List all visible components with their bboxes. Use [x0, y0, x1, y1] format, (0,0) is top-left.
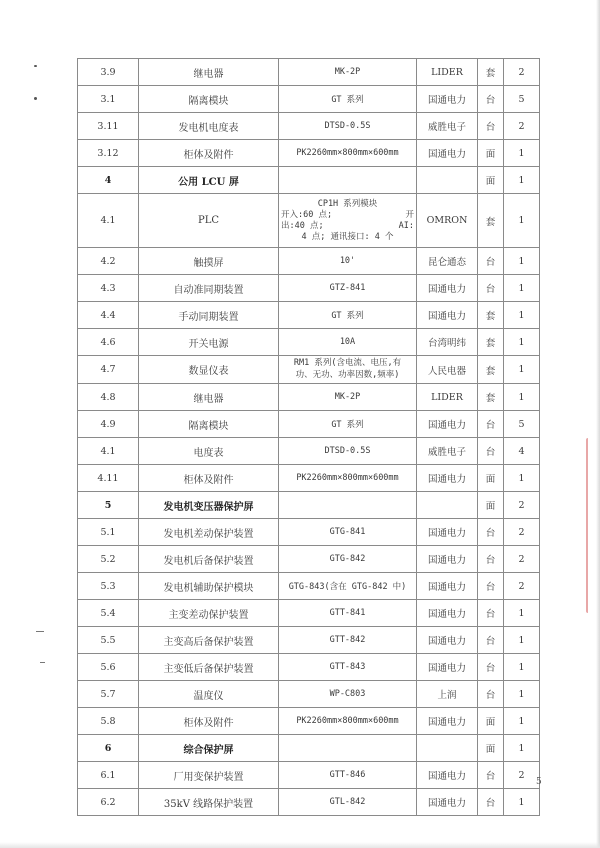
item-quantity: 1 [504, 681, 540, 708]
scan-edge-bottom [0, 842, 600, 848]
item-name: 隔离模块 [139, 86, 279, 113]
item-name: 数显仪表 [139, 356, 279, 384]
item-unit: 台 [478, 86, 504, 113]
item-model: GTG-842 [279, 546, 417, 573]
item-manufacturer: 国通电力 [417, 546, 478, 573]
seal-fragment [586, 438, 597, 613]
meter-spec-line: 功、无功、功率因数,频率) [295, 369, 400, 380]
item-quantity: 2 [504, 113, 540, 140]
item-number: 5.3 [78, 573, 139, 600]
item-model: GT 系列 [279, 86, 417, 113]
item-number: 3.9 [78, 59, 139, 86]
item-quantity: 1 [504, 384, 540, 411]
item-quantity: 1 [504, 735, 540, 762]
item-manufacturer: 国通电力 [417, 600, 478, 627]
item-unit: 台 [478, 762, 504, 789]
item-manufacturer: 台湾明纬 [417, 329, 478, 356]
item-model: DTSD-0.5S [279, 113, 417, 140]
item-unit: 面 [478, 492, 504, 519]
table-row [78, 573, 540, 600]
item-number: 5.8 [78, 708, 139, 735]
table-row [78, 113, 540, 140]
item-manufacturer: 上润 [417, 681, 478, 708]
table-row [78, 356, 540, 384]
item-manufacturer: 国通电力 [417, 302, 478, 329]
item-name: PLC [139, 194, 279, 248]
item-quantity: 1 [504, 465, 540, 492]
item-name: 公用 LCU 屏 [139, 167, 279, 194]
item-unit: 台 [478, 573, 504, 600]
item-number: 4.8 [78, 384, 139, 411]
item-number: 5.2 [78, 546, 139, 573]
item-unit: 台 [478, 438, 504, 465]
table-row [78, 59, 540, 86]
item-name: 发电机变压器保护屏 [139, 492, 279, 519]
item-manufacturer: 人民电器 [417, 356, 478, 384]
item-number: 4.9 [78, 411, 139, 438]
item-model [279, 492, 417, 519]
item-model: WP-C803 [279, 681, 417, 708]
item-unit: 面 [478, 465, 504, 492]
item-model: 10A [279, 329, 417, 356]
item-manufacturer [417, 735, 478, 762]
item-quantity: 5 [504, 411, 540, 438]
table-row [78, 762, 540, 789]
item-model: GTT-842 [279, 627, 417, 654]
item-unit: 面 [478, 735, 504, 762]
item-model: GTT-841 [279, 600, 417, 627]
item-name: 发电机差动保护装置 [139, 519, 279, 546]
item-manufacturer: LIDER [417, 384, 478, 411]
item-model: GTZ-841 [279, 275, 417, 302]
item-model: GTT-846 [279, 762, 417, 789]
item-unit: 台 [478, 411, 504, 438]
plc-spec-line [281, 221, 414, 232]
item-number: 6 [78, 735, 139, 762]
item-manufacturer: OMRON [417, 194, 478, 248]
item-number: 4 [78, 167, 139, 194]
equipment-table [77, 58, 540, 816]
item-quantity: 1 [504, 248, 540, 275]
page-number: 5 [536, 777, 542, 787]
item-manufacturer [417, 167, 478, 194]
table-row [78, 86, 540, 113]
table-row [78, 735, 540, 762]
item-quantity: 1 [504, 600, 540, 627]
item-name: 发电机电度表 [139, 113, 279, 140]
item-name: 触摸屏 [139, 248, 279, 275]
item-number: 4.7 [78, 356, 139, 384]
plc-spec-line: CP1H 系列模块 [317, 198, 378, 209]
item-number: 4.11 [78, 465, 139, 492]
table-row [78, 167, 540, 194]
item-quantity: 2 [504, 492, 540, 519]
item-quantity: 1 [504, 627, 540, 654]
item-model: GTT-843 [279, 654, 417, 681]
table-row [78, 546, 540, 573]
item-manufacturer: 威胜电子 [417, 113, 478, 140]
table-row [78, 438, 540, 465]
table-row [78, 519, 540, 546]
item-name: 主变高后备保护装置 [139, 627, 279, 654]
plc-spec-line: 4 点; 通讯接口: 4 个 [301, 231, 394, 242]
table-row [78, 411, 540, 438]
item-model: PK2260mm×800mm×600mm [279, 465, 417, 492]
item-unit: 台 [478, 113, 504, 140]
item-name: 手动同期装置 [139, 302, 279, 329]
plc-spec-part: 开入:60 点; [281, 209, 333, 220]
item-name: 发电机辅助保护模块 [139, 573, 279, 600]
plc-model-spec [281, 199, 414, 243]
plc-spec-part: 开 [405, 209, 414, 220]
item-quantity: 1 [504, 708, 540, 735]
item-number: 6.1 [78, 762, 139, 789]
item-quantity: 2 [504, 519, 540, 546]
item-quantity: 5 [504, 86, 540, 113]
table-row [78, 302, 540, 329]
item-name: 厂用变保护装置 [139, 762, 279, 789]
scan-speck [34, 97, 37, 100]
item-quantity: 2 [504, 546, 540, 573]
item-name: 35kV 线路保护装置 [139, 789, 279, 816]
item-unit: 套 [478, 329, 504, 356]
item-unit: 套 [478, 356, 504, 384]
table-row [78, 654, 540, 681]
item-quantity: 1 [504, 167, 540, 194]
item-quantity: 2 [504, 762, 540, 789]
item-model: GTG-841 [279, 519, 417, 546]
item-unit: 台 [478, 654, 504, 681]
item-quantity: 1 [504, 329, 540, 356]
item-model: GT 系列 [279, 411, 417, 438]
item-quantity: 1 [504, 275, 540, 302]
table-row [78, 194, 540, 248]
plc-spec-part: AI: [398, 220, 414, 231]
item-manufacturer: 国通电力 [417, 627, 478, 654]
item-number: 6.2 [78, 789, 139, 816]
item-number: 3.11 [78, 113, 139, 140]
item-name: 自动准同期装置 [139, 275, 279, 302]
item-name: 隔离模块 [139, 411, 279, 438]
item-unit: 套 [478, 194, 504, 248]
item-name: 继电器 [139, 384, 279, 411]
item-name: 柜体及附件 [139, 465, 279, 492]
item-unit: 台 [478, 519, 504, 546]
table-row [78, 681, 540, 708]
item-name: 温度仪 [139, 681, 279, 708]
item-model: GTG-843(含在 GTG-842 中) [279, 573, 417, 600]
scan-mark [40, 662, 45, 663]
item-name: 柜体及附件 [139, 708, 279, 735]
item-name: 主变低后备保护装置 [139, 654, 279, 681]
item-number: 3.12 [78, 140, 139, 167]
item-number: 5.5 [78, 627, 139, 654]
item-number: 4.4 [78, 302, 139, 329]
item-number: 4.2 [78, 248, 139, 275]
item-model [279, 735, 417, 762]
item-manufacturer: 国通电力 [417, 140, 478, 167]
item-number: 4.3 [78, 275, 139, 302]
item-number: 4.1 [78, 438, 139, 465]
item-model: GT 系列 [279, 302, 417, 329]
item-quantity: 1 [504, 654, 540, 681]
table-row [78, 384, 540, 411]
item-unit: 面 [478, 140, 504, 167]
item-unit: 面 [478, 708, 504, 735]
item-quantity: 1 [504, 302, 540, 329]
table-row [78, 492, 540, 519]
item-name: 电度表 [139, 438, 279, 465]
item-number: 5.7 [78, 681, 139, 708]
item-manufacturer: 昆仑通态 [417, 248, 478, 275]
item-manufacturer: 国通电力 [417, 465, 478, 492]
scan-mark [36, 631, 44, 632]
item-name: 继电器 [139, 59, 279, 86]
item-model: PK2260mm×800mm×600mm [279, 708, 417, 735]
item-manufacturer: 国通电力 [417, 86, 478, 113]
item-number: 5.6 [78, 654, 139, 681]
plc-spec-part: 出:40 点; [281, 220, 324, 231]
item-number: 4.1 [78, 194, 139, 248]
item-quantity: 2 [504, 59, 540, 86]
table-row [78, 708, 540, 735]
table-row [78, 329, 540, 356]
item-name: 开关电源 [139, 329, 279, 356]
item-manufacturer: 国通电力 [417, 275, 478, 302]
item-unit: 台 [478, 627, 504, 654]
item-unit: 台 [478, 789, 504, 816]
item-unit: 台 [478, 600, 504, 627]
item-manufacturer [417, 492, 478, 519]
item-manufacturer: 国通电力 [417, 789, 478, 816]
item-manufacturer: 国通电力 [417, 519, 478, 546]
item-unit: 套 [478, 384, 504, 411]
item-number: 3.1 [78, 86, 139, 113]
item-unit: 套 [478, 302, 504, 329]
item-manufacturer: 国通电力 [417, 573, 478, 600]
item-unit: 面 [478, 167, 504, 194]
item-model: MK-2P [279, 59, 417, 86]
item-name: 柜体及附件 [139, 140, 279, 167]
table-row [78, 248, 540, 275]
item-unit: 台 [478, 681, 504, 708]
item-manufacturer: 国通电力 [417, 762, 478, 789]
item-model: DTSD-0.5S [279, 438, 417, 465]
item-number: 5.4 [78, 600, 139, 627]
equipment-table-body [78, 59, 540, 816]
item-unit: 台 [478, 248, 504, 275]
item-model [279, 356, 417, 384]
table-row [78, 600, 540, 627]
item-manufacturer: LIDER [417, 59, 478, 86]
item-model: GTL-842 [279, 789, 417, 816]
item-quantity: 1 [504, 356, 540, 384]
item-manufacturer: 国通电力 [417, 708, 478, 735]
item-manufacturer: 国通电力 [417, 411, 478, 438]
item-quantity: 1 [504, 789, 540, 816]
scan-edge-right [596, 0, 600, 848]
item-quantity: 4 [504, 438, 540, 465]
item-unit: 台 [478, 546, 504, 573]
item-model [279, 167, 417, 194]
item-model: MK-2P [279, 384, 417, 411]
item-number: 5 [78, 492, 139, 519]
item-name: 主变差动保护装置 [139, 600, 279, 627]
item-name: 综合保护屏 [139, 735, 279, 762]
table-row [78, 465, 540, 492]
item-model: PK2260mm×800mm×600mm [279, 140, 417, 167]
item-number: 5.1 [78, 519, 139, 546]
table-row [78, 140, 540, 167]
plc-spec-line [281, 210, 414, 221]
item-manufacturer: 国通电力 [417, 654, 478, 681]
item-manufacturer: 威胜电子 [417, 438, 478, 465]
scan-speck [34, 65, 37, 67]
item-model: 10' [279, 248, 417, 275]
item-quantity: 1 [504, 194, 540, 248]
table-row [78, 275, 540, 302]
meter-spec-line: RM1 系列(含电流、电压,有 [293, 358, 402, 368]
item-model [279, 194, 417, 248]
table-row [78, 627, 540, 654]
item-quantity: 1 [504, 140, 540, 167]
item-number: 4.6 [78, 329, 139, 356]
item-unit: 套 [478, 59, 504, 86]
item-name: 发电机后备保护装置 [139, 546, 279, 573]
item-unit: 台 [478, 275, 504, 302]
table-row [78, 789, 540, 816]
item-quantity: 2 [504, 573, 540, 600]
